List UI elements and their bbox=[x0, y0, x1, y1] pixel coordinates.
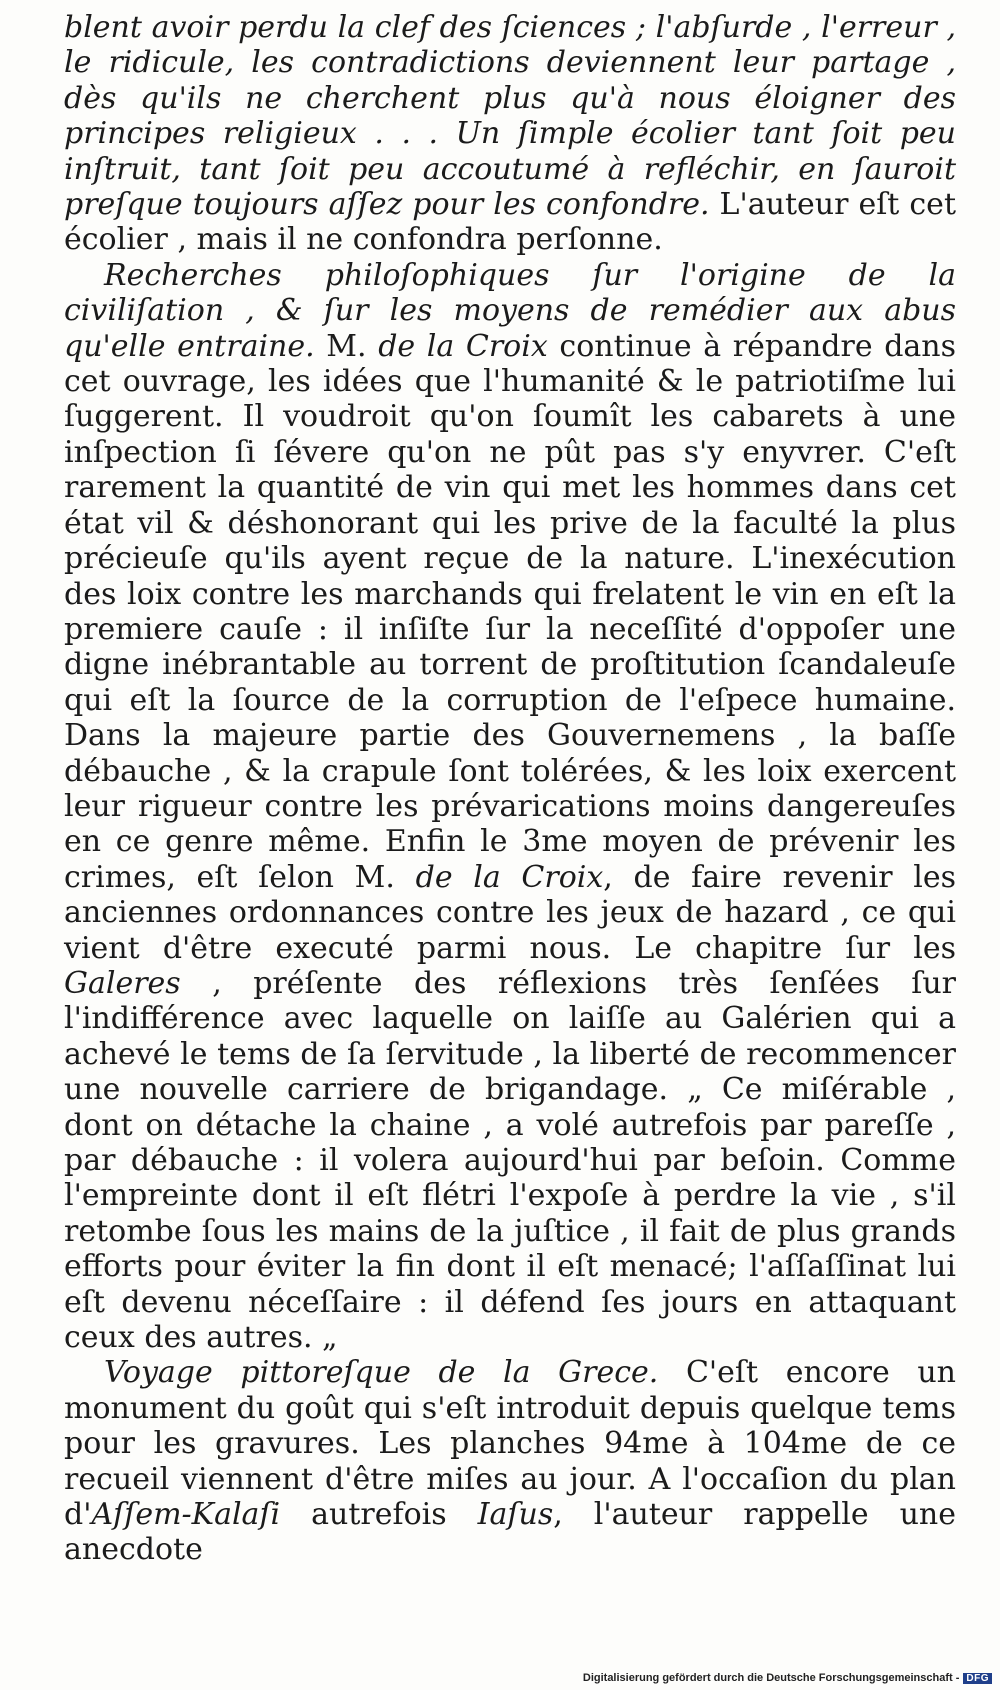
text-run: continue à répandre dans cet ouvrage, les idées que l'humanité & le patriotiſme lui ſuggerent. Il voudroit qu'on ſoumît les cabarets à une inſpection ſi ſévere qu'on ne pût pas s'y enyvrer. C'eſt rarement la quantité de vin qui met les hommes dans cet état vil & déshonorant qui les prive de la faculté la plus précieuſe qu'ils ayent reçue de la nature. L'inexécution des loix contre les marchands qui frelatent le vin en eſt la premiere cauſe : il inſiſte ſur la neceſſité d'oppoſer une digne inébrantable au torrent de proſtitution ſcandaleuſe qui eſt la ſource de la corruption de l'eſpece humaine. Dans la majeure partie des Gouvernemens , la baſſe débauche , & la crapule ſont tolérées, & les loix exercent leur rigueur contre les prévarications moins dangereuſes en ce genre même. Enfin le 3me moyen de prévenir les crimes, eſt ſelon M. bbox=[64, 328, 957, 895]
italic-run: Galeres bbox=[64, 965, 181, 1001]
italic-run: de la Croix bbox=[415, 859, 604, 895]
italic-run: Voyage pittoreſque de la Grece. bbox=[104, 1355, 659, 1391]
text-run: autrefois bbox=[280, 1497, 478, 1533]
text-run: , l'auteur rappelle une anecdote bbox=[64, 1497, 956, 1568]
text-run: , préſente des réflexions très ſenſées ſur l'indifférence avec laquelle on laiſſe au Galérien qui a achevé le tems de ſa ſervitude , la liberté de recommencer une nouvelle carriere de brigandage. „ Ce miſérable , dont on détache la chaine , a volé autrefois par pareſſe , par débauche : il volera aujourd'hui par beſoin. Comme l'empreinte dont il eſt flétri l'expoſe à perdre la vie , s'il retombe ſous les mains de la juſtice , il fait de plus grands efforts pour éviter la fin dont il eſt menacé; l'aſſaſſinat lui eſt devenu néceſſaire : il défend ſes jours en attaquant ceux des autres. „ bbox=[64, 965, 956, 1356]
text-run: C'eſt encore un monument du goût qui s'eſt introduit depuis quelque tems pour les gravures. Les planches 94me à 104me de ce recueil viennent d'être miſes au jour. A l'occaſion du plan d' bbox=[64, 1355, 957, 1533]
italic-run: Recherches philoſophiques ſur l'origine de la civiliſation , & ſur les moyens de remédier aux abus qu'elle entraine. bbox=[64, 257, 956, 364]
italic-run: Iaſus bbox=[477, 1497, 554, 1533]
text-run: L'auteur eſt cet écolier , mais il ne confondra perſonne. bbox=[64, 187, 956, 258]
italic-run: Aſſem-Kalaſi bbox=[91, 1497, 281, 1533]
paragraph bbox=[64, 1355, 956, 1567]
body-text bbox=[64, 10, 956, 1568]
digitization-credit bbox=[583, 1672, 992, 1684]
paragraph bbox=[64, 10, 956, 258]
credit-text: Digitalisierung gefördert durch die Deutsche Forschungsgemeinschaft - bbox=[582, 1672, 960, 1684]
italic-run: blent avoir perdu la clef des ſciences ; l'abſurde , l'erreur , le ridicule, les contradictions deviennent leur partage , dès qu'ils ne cherchent plus qu'à nous éloigner des principes religieux . . . Un ſimple écolier tant ſoit peu inſtruit, tant ſoit peu accoutumé à refléchir, en ſauroit preſque toujours aſſez pour les confondre. bbox=[64, 10, 956, 223]
text-run: M. bbox=[314, 328, 379, 364]
italic-run: de la Croix bbox=[378, 328, 548, 364]
dfg-logo: DFG bbox=[963, 1673, 992, 1684]
text-run: , de faire revenir les anciennes ordonnances contre les jeux de hazard , ce qui vient d'être executé parmi nous. Le chapitre ſur les bbox=[64, 859, 956, 966]
paragraph bbox=[64, 258, 956, 1356]
